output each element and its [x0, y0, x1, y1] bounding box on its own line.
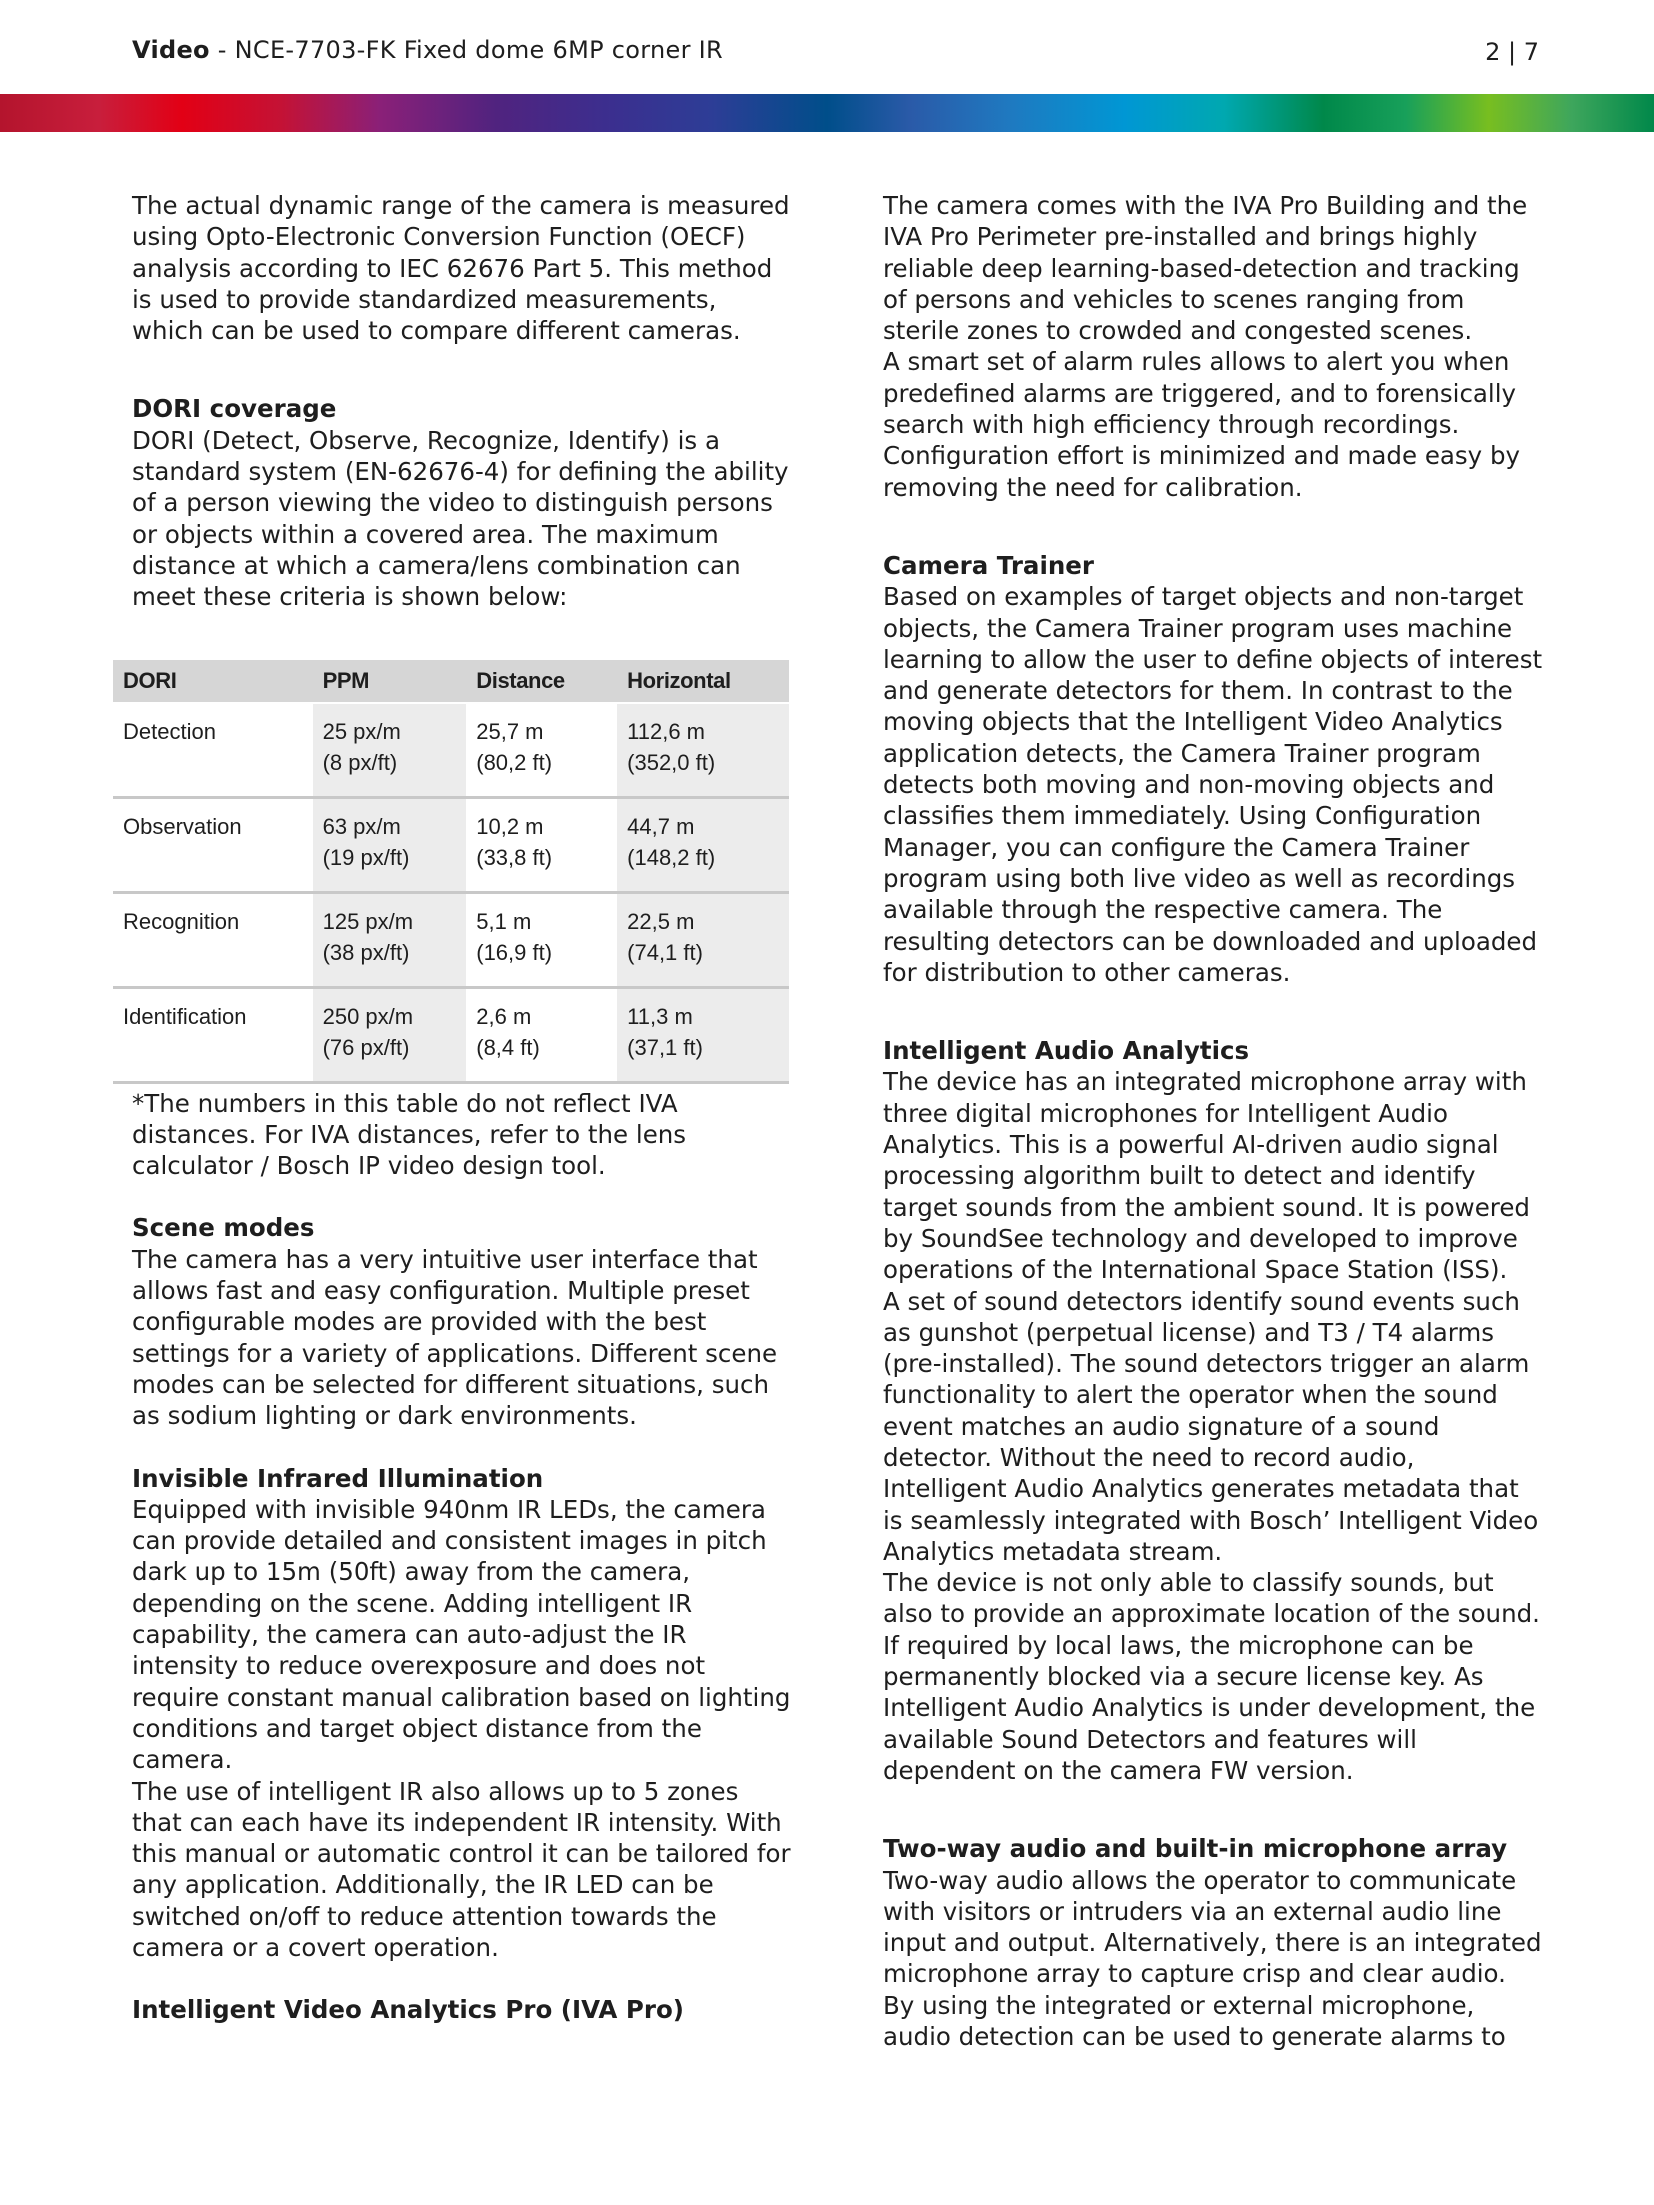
iva-paragraph-2: A smart set of alarm rules allows to alert you when predefined alarms are triggered, and to forensically search with high efficiency through recordings. Configuration effort is minimized and made easy by removing the need for calibration.	[883, 347, 1521, 502]
header-color-band	[0, 94, 1654, 132]
dori-level-cell: Recognition	[113, 892, 313, 987]
distance-cell	[466, 797, 617, 892]
ppm-cell	[313, 892, 467, 987]
dori-level-cell: Identification	[113, 987, 313, 1082]
two-way-audio-heading: Two-way audio and built-in microphone array	[883, 1834, 1508, 1864]
two-way-audio-paragraph-1: Two-way audio allows the operator to communicate with visitors or intruders via an external audio line input and output. Alternatively, there is an integrated microphone array to capture crisp and clear audio.	[883, 1865, 1542, 1989]
header-title-bold: Video	[132, 36, 210, 64]
horizontal-cell	[617, 703, 789, 798]
distance-imperial: (33,8 ft)	[476, 844, 553, 870]
document-header-title	[132, 36, 723, 64]
horizontal-metric: 44,7 m	[627, 813, 695, 839]
dori-table-header-distance: Distance	[466, 660, 617, 703]
distance-cell	[466, 703, 617, 798]
page-number: 2 | 7	[1485, 38, 1539, 66]
horizontal-cell	[617, 892, 789, 987]
distance-metric: 25,7 m	[476, 718, 544, 744]
horizontal-metric: 22,5 m	[627, 908, 695, 934]
iva-pro-heading: Intelligent Video Analytics Pro (IVA Pro)	[132, 1995, 684, 2025]
audio-analytics-paragraph-2: A set of sound detectors identify sound events such as gunshot (perpetual license) and T3 / T4 alarms (pre-installed). The sound detectors trigger an alarm functionality to alert the operator when the sound event matches an audio signature of a sound detector. Without the need to record audio, Intelligent Audio Analytics generates metadata that is seamlessly integrated with Bosch’ Intelligent Video Analytics metadata stream.	[883, 1286, 1539, 1566]
dori-table-header-ppm: PPM	[313, 660, 467, 703]
horizontal-imperial: (37,1 ft)	[627, 1034, 703, 1060]
distance-imperial: (80,2 ft)	[476, 749, 553, 775]
iva-paragraph-1: The camera comes with the IVA Pro Building and the IVA Pro Perimeter pre-installed and brings highly reliable deep learning-based-detection and tracking of persons and vehicles to scenes ranging from sterile zones to crowded and congested scenes.	[883, 191, 1528, 346]
dori-level-cell: Detection	[113, 703, 313, 798]
audio-analytics-heading: Intelligent Audio Analytics	[883, 1036, 1250, 1066]
ppm-imperial: (76 px/ft)	[322, 1034, 410, 1060]
distance-cell	[466, 892, 617, 987]
distance-metric: 2,6 m	[476, 1003, 532, 1029]
ppm-cell	[313, 797, 467, 892]
header-title-rest: - NCE-7703-FK Fixed dome 6MP corner IR	[209, 36, 724, 64]
scene-modes-paragraph: The camera has a very intuitive user interface that allows fast and easy configuration. Multiple preset configurable modes are provided with the best settings for a variety of applications. Different scene modes can be selected for different situations, such as sodium lighting or dark environments.	[132, 1244, 778, 1431]
distance-imperial: (8,4 ft)	[476, 1034, 540, 1060]
horizontal-imperial: (74,1 ft)	[627, 939, 703, 965]
distance-metric: 10,2 m	[476, 813, 544, 839]
ppm-imperial: (8 px/ft)	[322, 749, 398, 775]
distance-cell	[466, 987, 617, 1082]
dori-table-header-row	[113, 660, 789, 703]
intro-paragraph: The actual dynamic range of the camera is measured using Opto-Electronic Conversion Function (OECF) analysis according to IEC 62676 Part 5. This method is used to provide standardized measurements, which can be used to compare different cameras.	[132, 191, 790, 346]
right-column	[883, 190, 1543, 2052]
dori-paragraph: DORI (Detect, Observe, Recognize, Identify) is a standard system (EN-62676-4) for defining the ability of a person viewing the video to distinguish persons or objects within a covered area. The maximum distance at which a camera/lens combination can meet these criteria is shown below:	[132, 425, 789, 612]
audio-analytics-paragraph-1: The device has an integrated microphone array with three digital microphones for Intelligent Audio Analytics. This is a powerful AI-driven audio signal processing algorithm built to detect and identify target sounds from the ambient sound. It is powered by SoundSee technology and developed to improve operations of the International Space Station (ISS).	[883, 1067, 1530, 1285]
dori-table-header-dori: DORI	[113, 660, 313, 703]
infrared-heading: Invisible Infrared Illumination	[132, 1463, 544, 1493]
table-note: *The numbers in this table do not reflect IVA distances. For IVA distances, refer to the lens calculator / Bosch IP video design tool.	[132, 1088, 687, 1181]
two-way-audio-paragraph-2: By using the integrated or external microphone, audio detection can be used to generate alarms to	[883, 1990, 1506, 2052]
camera-trainer-heading: Camera Trainer	[883, 550, 1094, 580]
ppm-metric: 125 px/m	[322, 908, 414, 934]
dori-table-header-horizontal: Horizontal	[617, 660, 789, 703]
infrared-paragraph-2: The use of intelligent IR also allows up to 5 zones that can each have its independent IR intensity. With this manual or automatic control it can be tailored for any application. Additionally, the IR LED can be switched on/off to reduce attention towards the camera or a covert operation.	[132, 1776, 791, 1962]
table-row	[113, 892, 789, 987]
table-row	[113, 987, 789, 1082]
dori-table	[113, 660, 789, 1084]
ppm-metric: 250 px/m	[322, 1003, 414, 1029]
horizontal-imperial: (148,2 ft)	[627, 844, 716, 870]
ppm-metric: 25 px/m	[322, 718, 401, 744]
audio-analytics-paragraph-3: The device is not only able to classify sounds, but also to provide an approximate location of the sound. If required by local laws, the microphone can be permanently blocked via a secure license key. As Intelligent Audio Analytics is under development, the available Sound Detectors and features will dependent on the camera FW version.	[883, 1568, 1540, 1785]
horizontal-metric: 112,6 m	[627, 718, 705, 744]
ppm-cell	[313, 987, 467, 1082]
dori-level-cell: Observation	[113, 797, 313, 892]
camera-trainer-paragraph: Based on examples of target objects and non-target objects, the Camera Trainer program uses machine learning to allow the user to define objects of interest and generate detectors for them. In contrast to the moving objects that the Intelligent Video Analytics application detects, the Camera Trainer program detects both moving and non-moving objects and classifies them immediately. Using Configuration Manager, you can configure the Camera Trainer program using both live video as well as recordings available through the respective camera. The resulting detectors can be downloaded and uploaded for distribution to other cameras.	[883, 582, 1543, 987]
horizontal-cell	[617, 987, 789, 1082]
horizontal-cell	[617, 797, 789, 892]
ppm-imperial: (38 px/ft)	[322, 939, 410, 965]
ppm-metric: 63 px/m	[322, 813, 401, 839]
table-row	[113, 797, 789, 892]
horizontal-imperial: (352,0 ft)	[627, 749, 716, 775]
horizontal-metric: 11,3 m	[627, 1003, 693, 1029]
ppm-cell	[313, 703, 467, 798]
distance-imperial: (16,9 ft)	[476, 939, 553, 965]
ppm-imperial: (19 px/ft)	[322, 844, 410, 870]
table-row	[113, 703, 789, 798]
dori-heading: DORI coverage	[132, 394, 337, 424]
scene-modes-heading: Scene modes	[132, 1213, 315, 1243]
infrared-paragraph-1: Equipped with invisible 940nm IR LEDs, the camera can provide detailed and consistent images in pitch dark up to 15m (50ft) away from the camera, depending on the scene. Adding intelligent IR capability, the camera can auto-adjust the IR intensity to reduce overexposure and does not require constant manual calibration based on lighting conditions and target object distance from the camera.	[132, 1494, 791, 1775]
distance-metric: 5,1 m	[476, 908, 532, 934]
left-column	[123, 190, 792, 2026]
